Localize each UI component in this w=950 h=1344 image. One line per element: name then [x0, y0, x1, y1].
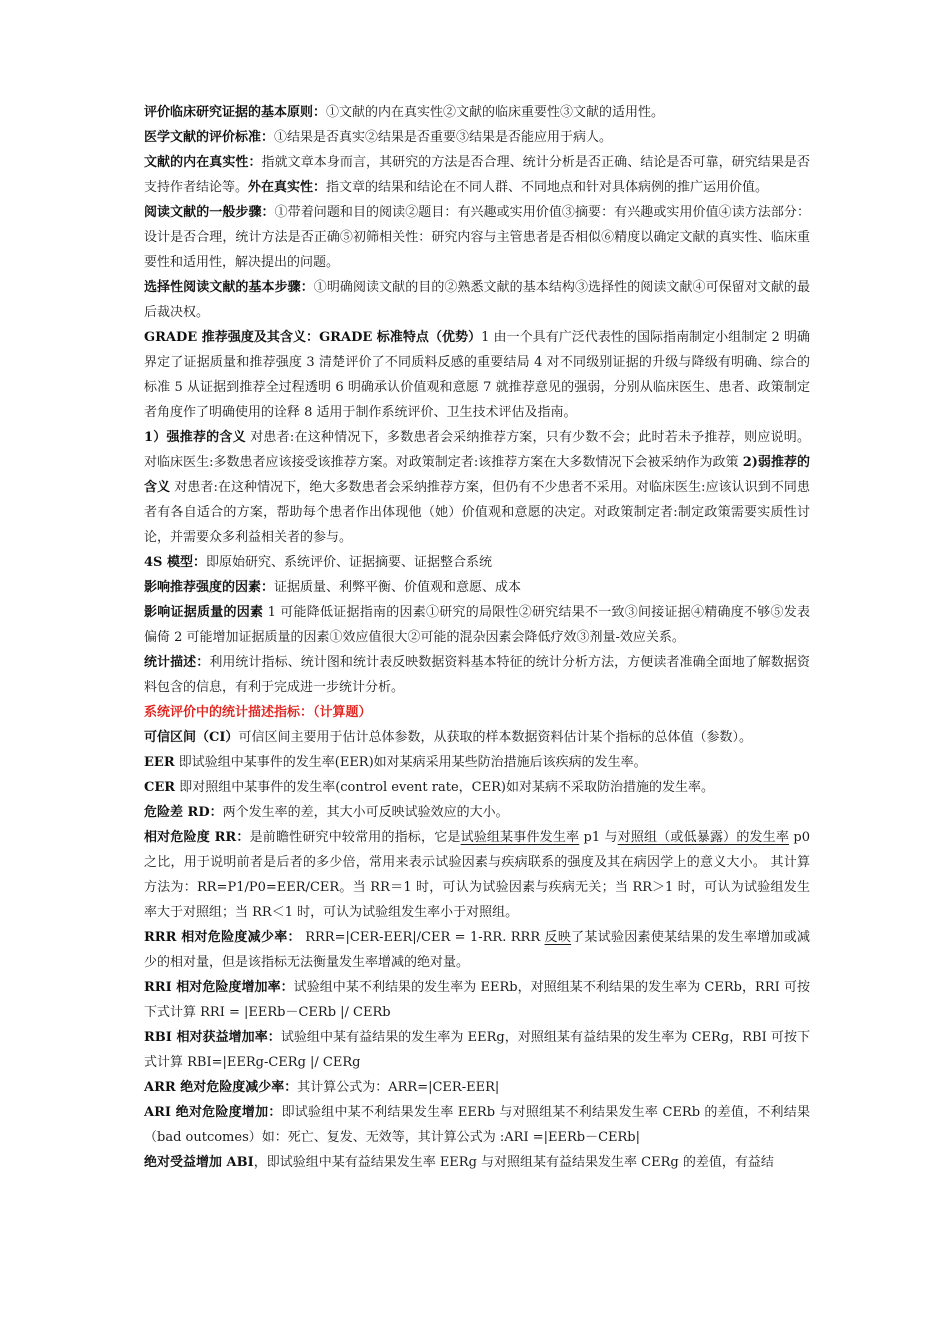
text-run: 利用统计指标、统计图和统计表反映数据资料基本特征的统计分析方法，方便读者准确全面地了解数据资料包含的信息，有利于完成进一步统计分析。 — [144, 655, 810, 695]
term-heading: 阅读文献的一般步骤： — [144, 205, 275, 220]
paragraph — [144, 1075, 810, 1100]
text-run: 证据质量、利弊平衡、价值观和意愿、成本 — [274, 580, 522, 595]
term-heading: EER — [144, 755, 175, 770]
term-heading: 4S 模型： — [144, 555, 206, 570]
term-heading: 医学文献的评价标准： — [144, 130, 275, 145]
paragraph — [144, 1025, 810, 1075]
paragraph — [144, 750, 810, 775]
text-run: 1 可能降低证据指南的因素①研究的局限性②研究结果不一致③间接证据④精确度不够⑤发表偏倚 2 可能增加证据质量的因素①效应值很大②可能的混杂因素会降低疗效③剂量-效应关系。 — [144, 605, 810, 645]
paragraph — [144, 700, 810, 725]
term-heading: 2)弱推荐的含义 — [144, 455, 810, 495]
text-run: p1 与 — [579, 830, 618, 845]
paragraph — [144, 425, 810, 550]
text-run: p0 之比，用于说明前者是后者的多少倍，常用来表示试验因素与疾病联系的强度及其在病因学上的意义大小。 其计算方法为：RR=P1/P0=EER/CER。当 RR＝1 时，可认为试验因素与疾病无关；当 RR＞1 时，可认为试验组发生率大于对照组；当 RR＜1 时，可认为试验组发生率小于对照组。 — [144, 830, 810, 920]
term-heading: ARR 绝对危险度减少率： — [144, 1080, 298, 1095]
paragraph — [144, 975, 810, 1025]
term-heading: 相对危险度 RR： — [144, 830, 250, 845]
paragraph — [144, 600, 810, 650]
term-heading: RBI 相对获益增加率： — [144, 1030, 281, 1045]
text-run: 了某试验因素使某结果的发生率增加或减少的相对量，但是该指标无法衡量发生率增减的绝对量。 — [144, 930, 810, 970]
paragraph — [144, 550, 810, 575]
paragraph — [144, 1150, 810, 1175]
text-run: 指就文章本身而言，其研究的方法是否合理、统计分析是否正确、结论是否可靠，研究结果是否支持作者结论等。 — [144, 155, 810, 195]
paragraph — [144, 650, 810, 700]
term-heading: 影响推荐强度的因素： — [144, 580, 275, 595]
document-page — [144, 100, 810, 1175]
term-heading: RRR 相对危险度减少率： — [144, 930, 301, 945]
text-run: 即原始研究、系统评价、证据摘要、证据整合系统 — [205, 555, 492, 570]
text-run: ，即试验组中某有益结果发生率 EERg 与对照组某有益结果发生率 CERg 的差值，有益结 — [253, 1155, 774, 1170]
text-run: 指文章的结果和结论在不同人群、不同地点和针对具体病例的推广运用价值。 — [326, 180, 769, 195]
paragraph — [144, 325, 810, 425]
term-heading: 危险差 RD： — [144, 805, 223, 820]
text-run: 对患者:在这种情况下，多数患者会采纳推荐方案，只有少数不会；此时若未予推荐，则应说明。对临床医生:多数患者应该接受该推荐方案。对政策制定者:该推荐方案在大多数情况下会被采纳作为政策 — [144, 430, 811, 470]
term-heading: 评价临床研究证据的基本原则： — [144, 105, 327, 120]
term-heading: ARI 绝对危险度增加： — [144, 1105, 282, 1120]
paragraph — [144, 1100, 810, 1150]
term-heading: 统计描述： — [144, 655, 210, 670]
term-heading: 1）强推荐的含义 — [144, 430, 246, 445]
paragraph — [144, 725, 810, 750]
text-run: ①结果是否真实②结果是否重要③结果是否能应用于病人。 — [274, 130, 613, 145]
term-heading: RRI 相对危险度增加率： — [144, 980, 294, 995]
text-run: 两个发生率的差，其大小可反映试验效应的大小。 — [222, 805, 509, 820]
text-run: ①文献的内在真实性②文献的临床重要性③文献的适用性。 — [326, 105, 665, 120]
text-run: 是前瞻性研究中较常用的指标，它是 — [249, 830, 461, 845]
term-heading: 影响证据质量的因素 — [144, 605, 264, 620]
paragraph — [144, 825, 810, 925]
text-run: 即试验组中某不利结果发生率 EERb 与对照组某不利结果发生率 CERb 的差值，不利结果（bad outcomes）如：死亡、复发、无效等，其计算公式为 :ARI =|EERb－CERb| — [144, 1105, 811, 1145]
paragraph — [144, 775, 810, 800]
term-heading: GRADE 推荐强度及其含义：GRADE 标准特点（优势） — [144, 330, 482, 345]
text-run: 反映 — [544, 930, 572, 945]
term-heading: 选择性阅读文献的基本步骤： — [144, 280, 314, 295]
paragraph — [144, 800, 810, 825]
text-run: 可信区间主要用于估计总体参数，从获取的样本数据资料估计某个指标的总体值（参数）。 — [238, 730, 752, 745]
paragraph — [144, 925, 810, 975]
text-run: 即对照组中某事件的发生率(control event rate，CER)如对某病不采取防治措施的发生率。 — [175, 780, 714, 795]
text-run: 试验组中某有益结果的发生率为 EERg，对照组某有益结果的发生率为 CERg，RBI 可按下式计算 RBI=|EERg-CERg |/ CERg — [144, 1030, 811, 1070]
text-run: 对患者:在这种情况下，绝大多数患者会采纳推荐方案，但仍有不少患者不采用。对临床医生:应该认识到不同患者有各自适合的方案，帮助每个患者作出体现他（她）价值观和意愿的决定。对政策制定者:制定政策需要实质性讨论，并需要众多利益相关者的参与。 — [144, 480, 810, 545]
text-run: 试验组某事件发生率 — [460, 830, 580, 845]
text-run: RRR=|CER-EER|/CER = 1-RR. RRR — [300, 930, 545, 945]
text-run: ①明确阅读文献的目的②熟悉文献的基本结构③选择性的阅读文献④可保留对文献的最后裁决权。 — [144, 280, 810, 320]
text-run: 试验组中某不利结果的发生率为 EERb，对照组某不利结果的发生率为 CERb，RRI 可按下式计算 RRI = |EERb－CERb |/ CERb — [144, 980, 810, 1020]
term-heading: 系统评价中的统计描述指标：（计算题） — [144, 705, 372, 720]
term-heading: CER — [144, 780, 176, 795]
paragraph — [144, 125, 810, 150]
text-run: 即试验组中某事件的发生率(EER)如对某病采用某些防治措施后该疾病的发生率。 — [174, 755, 647, 770]
paragraph — [144, 100, 810, 125]
text-run: 1 由一个具有广泛代表性的国际指南制定小组制定 2 明确界定了证据质量和推荐强度 3 清楚评价了不同质料反感的重要结局 4 对不同级别证据的升级与降级有明确、综合的标准 5 从证据到推荐全过程透明 6 明确承认价值观和意愿 7 就推荐意见的强弱，分别从临床医生、患者、政策制定者角度作了明确使用的诠释 8 适用于制作系统评价、卫生技术评估及指南。 — [144, 330, 810, 420]
text-run: ①带着问题和目的阅读②题目：有兴趣或实用价值③摘要：有兴趣或实用价值④读方法部分：设计是否合理，统计方法是否正确⑤初筛相关性：研究内容与主管患者是否相似⑥精度以确定文献的真实性、临床重要性和适用性，解决提出的问题。 — [144, 205, 810, 270]
term-heading: 外在真实性： — [248, 180, 327, 195]
text-run: 其计算公式为：ARR=|CER-EER| — [297, 1080, 500, 1095]
paragraph — [144, 275, 810, 325]
paragraph — [144, 150, 810, 200]
term-heading: 绝对受益增加 ABI — [144, 1155, 254, 1170]
term-heading: 可信区间（CI） — [144, 730, 239, 745]
text-run: 对照组（或低暴露）的发生率 — [617, 830, 790, 845]
term-heading: 文献的内在真实性： — [144, 155, 262, 170]
paragraph — [144, 575, 810, 600]
paragraph — [144, 200, 810, 275]
